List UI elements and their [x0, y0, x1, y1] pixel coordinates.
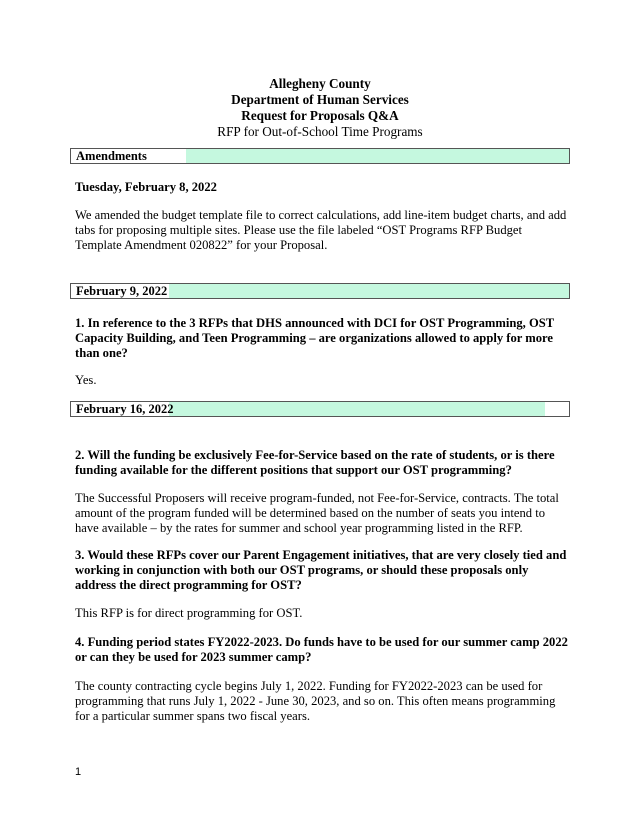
page-number: 1: [75, 766, 82, 778]
answer-3: This RFP is for direct programming for OST.: [75, 606, 303, 620]
document-header: [0, 76, 640, 140]
feb16-label: February 16, 2022: [76, 402, 174, 416]
org-name: Allegheny County: [269, 76, 371, 91]
highlight-fill: [169, 284, 569, 298]
amendment-date: Tuesday, February 8, 2022: [75, 180, 217, 194]
feb9-label: February 9, 2022: [76, 284, 168, 298]
question-2: 2. Will the funding be exclusively Fee-for-Service based on the rate of students, or is there funding available for the different positions that support our OST programming?: [75, 448, 555, 478]
question-3: 3. Would these RFPs cover our Parent Engagement initiatives, that are very closely tied and working in conjunction with both our OST programs, or should these proposals only address the direct programming for OST?: [75, 548, 567, 593]
answer-4: The county contracting cycle begins July 1, 2022. Funding for FY2022-2023 can be used for programming that runs July 1, 2022 - June 30, 2023, and so on. This often means programming for a particular summer spans two fiscal years.: [75, 679, 556, 724]
highlight-fill: [169, 402, 545, 416]
department-name: Department of Human Services: [231, 92, 409, 107]
amendments-section-bar: [70, 148, 570, 164]
document-subtitle: RFP for Out-of-School Time Programs: [217, 124, 423, 139]
amendments-label: Amendments: [76, 149, 147, 163]
answer-2: The Successful Proposers will receive program-funded, not Fee-for-Service, contracts. The total amount of the program funded will be determined based on the number of seats you intend to have available – by the rates for summer and school year programming listed in the RFP.: [75, 491, 559, 536]
document-title: Request for Proposals Q&A: [241, 108, 399, 123]
answer-1: Yes.: [75, 373, 97, 387]
amendment-text: We amended the budget template file to correct calculations, add line-item budget charts, and add tabs for proposing multiple sites. Please use the file labeled “OST Programs RFP Budget Template Amendment 020822” for your Proposal.: [75, 208, 567, 253]
feb16-section-bar: [70, 401, 570, 417]
question-4: 4. Funding period states FY2022-2023. Do funds have to be used for our summer camp 2022 or can they be used for 2023 summer camp?: [75, 635, 568, 665]
question-1: 1. In reference to the 3 RFPs that DHS announced with DCI for OST Programming, OST Capacity Building, and Teen Programming – are organizations allowed to apply for more than one?: [75, 316, 554, 361]
feb9-section-bar: [70, 283, 570, 299]
highlight-fill: [186, 149, 569, 163]
